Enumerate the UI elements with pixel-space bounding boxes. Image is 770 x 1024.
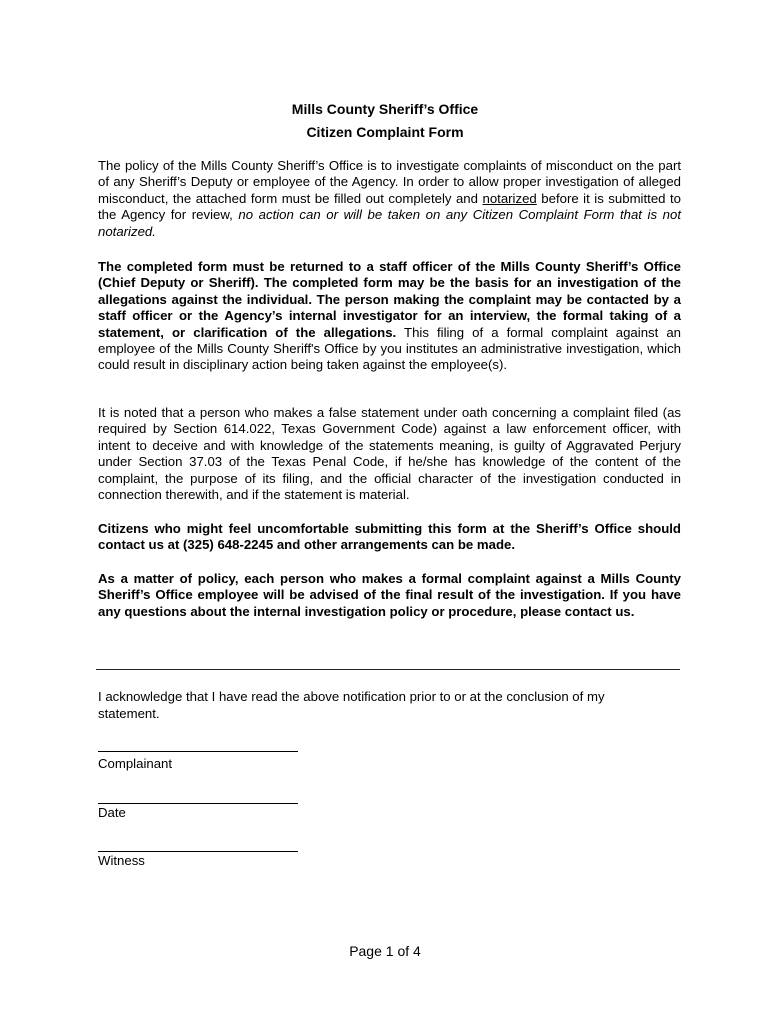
policy-text-b: before it is submitted to the Agency for review, — [98, 190, 681, 223]
section-divider — [96, 669, 680, 670]
acknowledgement-text: I acknowledge that I have read the above notification prior to or at the conclusion of my statement. — [98, 689, 605, 721]
return-form-normal-text: This filing of a formal complaint against an employee of the Mills County Sheriff's Office by you institutes an administrative investigation, which could result in disciplinary action being taken against the employee(s). — [98, 324, 682, 373]
page-number: Page 1 of 4 — [349, 943, 421, 959]
complainant-signature-line[interactable] — [98, 751, 298, 752]
perjury-paragraph: It is noted that a person who makes a false statement under oath concerning a complaint filed (as required by Section 614.022, Texas Government Code) against a law enforcement officer, with intent to deceive and with knowledge of the statements meaning, is guilty of Aggravated Perjury under Section 37.03 of the Texas Penal Code, if he/she has knowledge of the content of the complaint, the purpose of its filing, and the official character of the investigation conducted in connection therewith, and if the statement is material. — [98, 405, 681, 503]
contact-paragraph: Citizens who might feel uncomfortable submitting this form at the Sheriff’s Office should contact us at (325) 648-2245 and other arrangements can be made. — [98, 521, 681, 553]
policy-text-a: The policy of the Mills County Sheriff’s Office is to investigate complaints of misconduct on the part of any Sheriff’s Deputy or employee of the Agency. In order to allow proper investigation of alleged misconduct, the attached form must be filled out completely and — [98, 158, 681, 206]
policy-paragraph — [98, 158, 681, 240]
form-title: Citizen Complaint Form — [306, 124, 464, 140]
complainant-label: Complainant — [98, 756, 173, 771]
return-form-paragraph — [98, 259, 681, 374]
date-signature-line[interactable] — [98, 803, 298, 804]
return-form-bold-text: The completed form must be returned to a staff officer of the Mills County Sheriff’s Office (Chief Deputy or Sheriff). The completed form may be the basis for an investigation of the allegations against the individual. The person making the complaint may be contacted by a staff officer or the Agency’s internal investigator for an interview, the formal taking of a statement, or clarification of the allegations. — [98, 259, 681, 340]
notarized-warning: no action can or will be taken on any Citizen Complaint Form that is not notarized. — [98, 207, 681, 239]
policy-result-paragraph: As a matter of policy, each person who makes a formal complaint against a Mills County Sheriff’s Office employee will be advised of the final result of the investigation. If you have any questions about the internal investigation policy or procedure, please contact us. — [98, 571, 681, 619]
date-label: Date — [98, 805, 126, 820]
office-title: Mills County Sheriff’s Office — [291, 101, 479, 117]
witness-label: Witness — [98, 853, 145, 868]
witness-signature-line[interactable] — [98, 851, 298, 852]
notarized-word: notarized — [482, 190, 537, 206]
